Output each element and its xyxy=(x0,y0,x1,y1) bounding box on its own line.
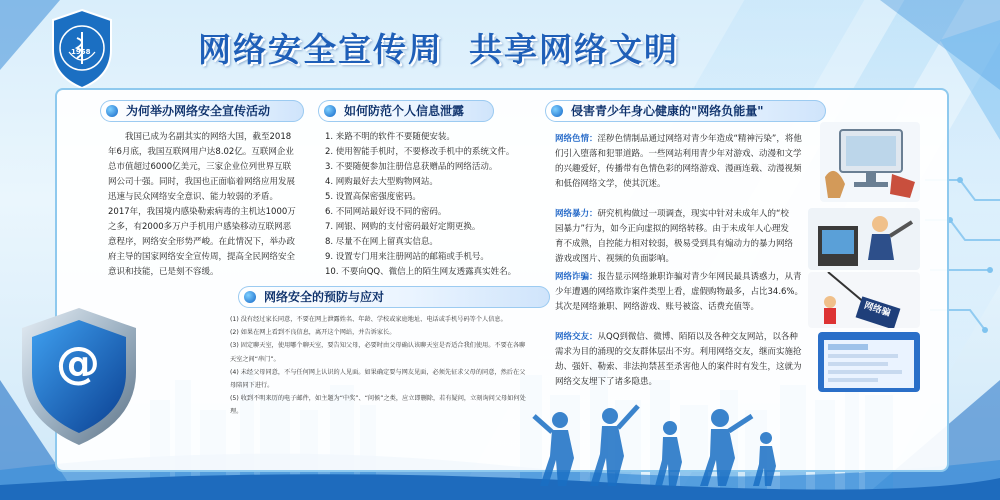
harm-keyword: 网络交友： xyxy=(555,332,598,342)
harm-keyword: 网络暴力： xyxy=(555,209,598,219)
list-item: (2) 如果在网上看到不良信息，离开这个网站，并告诉家长。 xyxy=(230,329,396,337)
violence-scene-icon xyxy=(808,208,920,270)
list-item: 1. 来路不明的软件不要随便安装。 xyxy=(325,132,455,142)
illustration-fraud xyxy=(808,272,920,328)
bullet-icon xyxy=(106,105,118,117)
fraud-scene-icon xyxy=(808,272,920,328)
bullet-icon xyxy=(244,291,256,303)
harm-section-dating xyxy=(555,330,805,390)
harm-section-porn xyxy=(555,132,805,192)
people-icon xyxy=(530,398,790,488)
people-silhouettes xyxy=(530,398,790,488)
why-paragraph-2: 2017年，我国境内感染勒索病毒的主机达1000万之多，有2000多万户手机用户感染移动互联网恶意程序，网络安全形势严峻。在此情况下，举办政府主导的国家网络安全宣传周，提高全民网络安全意识和技能，已是刻不容缓。 xyxy=(108,207,296,277)
harm-text: 淫秽色情制品通过网络对青少年造成“精神污染”，将他们引入堕落和犯罪道路。一些网站利用青少年对游戏、动漫和文学的兴趣爱好，传播带有色情色彩的网络游戏、漫画连载、动漫视频和低俗网络文学，使其沉迷。 xyxy=(555,134,802,189)
harm-keyword: 网络色情： xyxy=(555,134,598,144)
harm-text: 从QQ到微信、微博、陌陌以及各种交友网站，以各种需求为目的涌现的交友群体层出不穷。利用网络交友，继而实施抢劫、强奸、勒索、非法拘禁甚至杀害他人的案件时有发生，这就为网络交友埋下了诸多隐患。 xyxy=(555,332,802,387)
title-part1: 网络安全宣传周 xyxy=(198,30,443,69)
list-item: 6. 不同网站最好设不同的密码。 xyxy=(325,207,447,217)
shield-symbol: @ xyxy=(56,338,100,389)
list-item: 8. 尽量不在网上留真实信息。 xyxy=(325,237,438,247)
fraud-sign-text: 网络骗 xyxy=(862,300,892,319)
illustration-violence xyxy=(808,208,920,270)
protect-heading: 如何防范个人信息泄露 xyxy=(318,100,494,122)
harm-text: 研究机构做过一项调查，现实中针对未成年人的“校园暴力”行为，如今正向虚拟的网络转移。由于未成年人心理发育不成熟，自控能力相对较弱，极易受到具有煽动力的暴力网络游戏或图片、视频的负面影响。 xyxy=(555,209,794,264)
harm-section-violence xyxy=(555,207,795,267)
illustration-dating xyxy=(818,332,920,392)
list-item: (4) 未经父母同意，不与任何网上认识的人见面。如果确定要与网友见面，必须先征求父母的同意，然后在父母陪同下进行。 xyxy=(230,368,526,390)
harm-keyword: 网络诈骗： xyxy=(555,272,598,282)
why-heading: 为何举办网络安全宣传活动 xyxy=(100,100,304,122)
list-item: (1) 没有经过家长同意，不要在网上泄露姓名、年龄、学校或家庭地址、电话或手机号码等个人信息。 xyxy=(230,316,507,323)
list-item: 3. 不要随便参加注册信息获赠品的网络活动。 xyxy=(325,162,498,172)
logo-year: 1958 xyxy=(71,48,91,56)
list-item: 2. 使用智能手机时，不要修改手机中的系统文件。 xyxy=(325,147,515,157)
list-item: (3) 固定聊天室，使用哪个聊天室，要告知父母，必要时由父母确认该聊天室是否适合我们使用。不要在各聊天室之间“串门”。 xyxy=(230,342,526,363)
list-item: 4. 网购最好去大型购物网站。 xyxy=(325,177,438,187)
shield-illustration xyxy=(4,300,154,450)
harm-section-fraud xyxy=(555,270,805,315)
bullet-icon xyxy=(324,105,336,117)
protect-list xyxy=(325,130,535,280)
page-title xyxy=(198,24,679,74)
why-text xyxy=(108,130,298,280)
list-item: (5) 收到不明来历的电子邮件，如主题为“中奖”、“问候”之类，应立即删除，若有疑问，立刻询问父母如何处理。 xyxy=(230,395,526,416)
harm-text: 报告显示网络兼职诈骗对青少年网民最具诱惑力，从青少年遭遇的网络欺诈案件类型上看，虚假购物最多，占比34.6%。其次是网络兼职、网络游戏、账号被盗、话费充值等。 xyxy=(555,272,804,312)
chat-window-icon xyxy=(818,332,920,392)
title-part2: 共享网络文明 xyxy=(469,30,679,69)
why-paragraph-1: 我国已成为名副其实的网络大国，截至2018年6月底，我国互联网用户达8.02亿。互联网企业总市值超过6000亿美元，三家企业位列世界互联网公司十强。同时，我国也正面临着网络应用发展迅速与民众网络安全意识、能力较弱的矛盾。 xyxy=(108,132,296,202)
prevent-list xyxy=(230,313,530,419)
list-item: 10. 不要向QQ、微信上的陌生网友透露真实姓名。 xyxy=(325,267,517,277)
school-logo xyxy=(49,8,115,90)
list-item: 7. 网银、网购的支付密码最好定期更换。 xyxy=(325,222,481,232)
computer-monitor-icon xyxy=(820,122,920,202)
bullet-icon xyxy=(551,105,563,117)
list-item: 5. 设置高保密强度密码。 xyxy=(325,192,421,202)
harm-heading: 侵害青少年身心健康的"网络负能量" xyxy=(545,100,826,122)
illustration-porn xyxy=(820,122,920,202)
prevent-heading: 网络安全的预防与应对 xyxy=(238,286,550,308)
list-item: 9. 设置专门用来注册网站的邮箱或手机号。 xyxy=(325,252,489,262)
